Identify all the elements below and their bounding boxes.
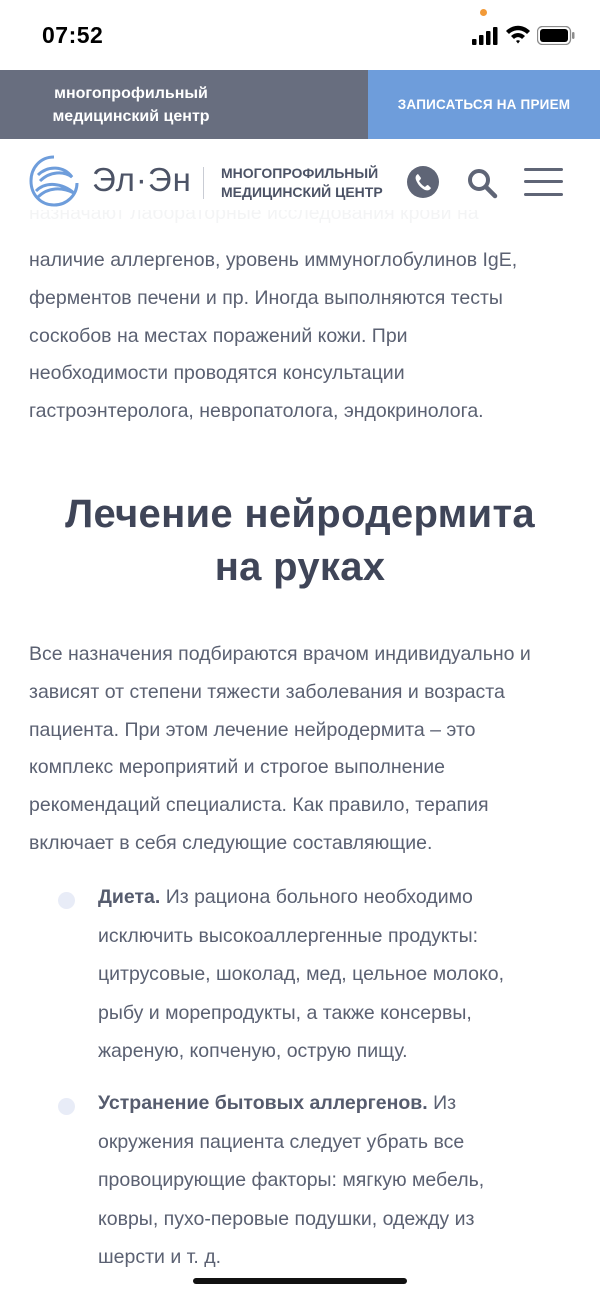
text-line: провоцирующие факторы: мягкую мебель, <box>98 1169 485 1191</box>
text-line: Все назначения подбираются врачом индивидуально и <box>29 643 531 665</box>
list-item-text: Из <box>427 1092 457 1114</box>
text-line: шерсти и т. д. <box>98 1246 222 1268</box>
clinic-label-line: медицинский центр <box>52 107 210 125</box>
site-header <box>0 139 600 226</box>
text-line: рыбу и морепродукты, а также консервы, <box>98 1001 472 1024</box>
text-line: жареную, копченую, острую пищу. <box>98 1040 408 1062</box>
header-subtitle-line: МНОГОПРОФИЛЬНЫЙ <box>221 165 379 181</box>
text-line: зависят от степени тяжести заболевания и возраста <box>29 680 505 703</box>
heading-line: Лечение нейродермита <box>65 492 535 536</box>
intro-paragraph <box>29 242 579 431</box>
text-line: соскобов на местах поражений кожи. При <box>29 324 408 347</box>
body-paragraph <box>29 636 579 863</box>
text-line: исключить высокоаллергенные продукты: <box>98 924 479 947</box>
brand-name[interactable]: Эл·Эн <box>92 161 192 198</box>
header-divider <box>203 167 204 199</box>
phone-icon <box>407 166 439 198</box>
list-bullet <box>58 892 75 909</box>
text-line: включает в себя следующие составляющие. <box>29 831 433 854</box>
text-line: наличие аллергенов, уровень иммуноглобулинов IgE, <box>29 249 518 271</box>
list-bullet <box>58 1098 75 1115</box>
search-icon[interactable] <box>466 167 498 199</box>
list-item-allergens <box>98 1084 578 1277</box>
text-line: пациента. При этом лечение нейродермита – это <box>29 718 476 741</box>
cellular-signal-icon <box>472 27 498 45</box>
clinic-label <box>0 70 368 139</box>
text-line: ковры, пухо-перовые подушки, одежду из <box>98 1207 475 1230</box>
heading-line: на руках <box>214 545 386 589</box>
top-bar <box>0 70 600 139</box>
text-line: цитрусовые, шоколад, мед, цельное молоко, <box>98 963 504 985</box>
header-subtitle-line: МЕДИЦИНСКИЙ ЦЕНТР <box>221 184 383 200</box>
clinic-label-line: многопрофильный <box>54 84 208 102</box>
clinic-logo-icon[interactable] <box>28 153 80 209</box>
privacy-indicator-icon <box>480 9 487 16</box>
home-indicator[interactable] <box>193 1278 407 1284</box>
menu-icon[interactable] <box>524 167 563 197</box>
list-item-title: Устранение бытовых аллергенов. <box>98 1092 428 1114</box>
status-time: 07:52 <box>42 22 104 48</box>
text-line: окружения пациента следует убрать все <box>98 1130 465 1153</box>
text-line: комплекс мероприятий и строгое выполнение <box>29 756 445 779</box>
list-item-text: Из рациона больного необходимо <box>160 886 473 908</box>
section-heading <box>0 488 600 594</box>
text-line: ферментов печени и пр. Иногда выполняются тесты <box>29 286 503 309</box>
book-appointment-button[interactable]: ЗАПИСАТЬСЯ НА ПРИЕМ <box>368 70 600 139</box>
list-item-diet <box>98 878 578 1071</box>
header-subtitle <box>221 164 383 202</box>
text-line: гастроэнтеролога, невропатолога, эндокринолога. <box>29 400 484 423</box>
phone-button[interactable] <box>407 166 439 198</box>
text-line: необходимости проводятся консультации <box>29 362 405 385</box>
battery-icon <box>537 26 575 45</box>
text-line: рекомендаций специалиста. Как правило, терапия <box>29 794 489 817</box>
wifi-icon <box>505 24 531 44</box>
status-bar <box>0 0 600 70</box>
list-item-title: Диета. <box>98 886 161 908</box>
